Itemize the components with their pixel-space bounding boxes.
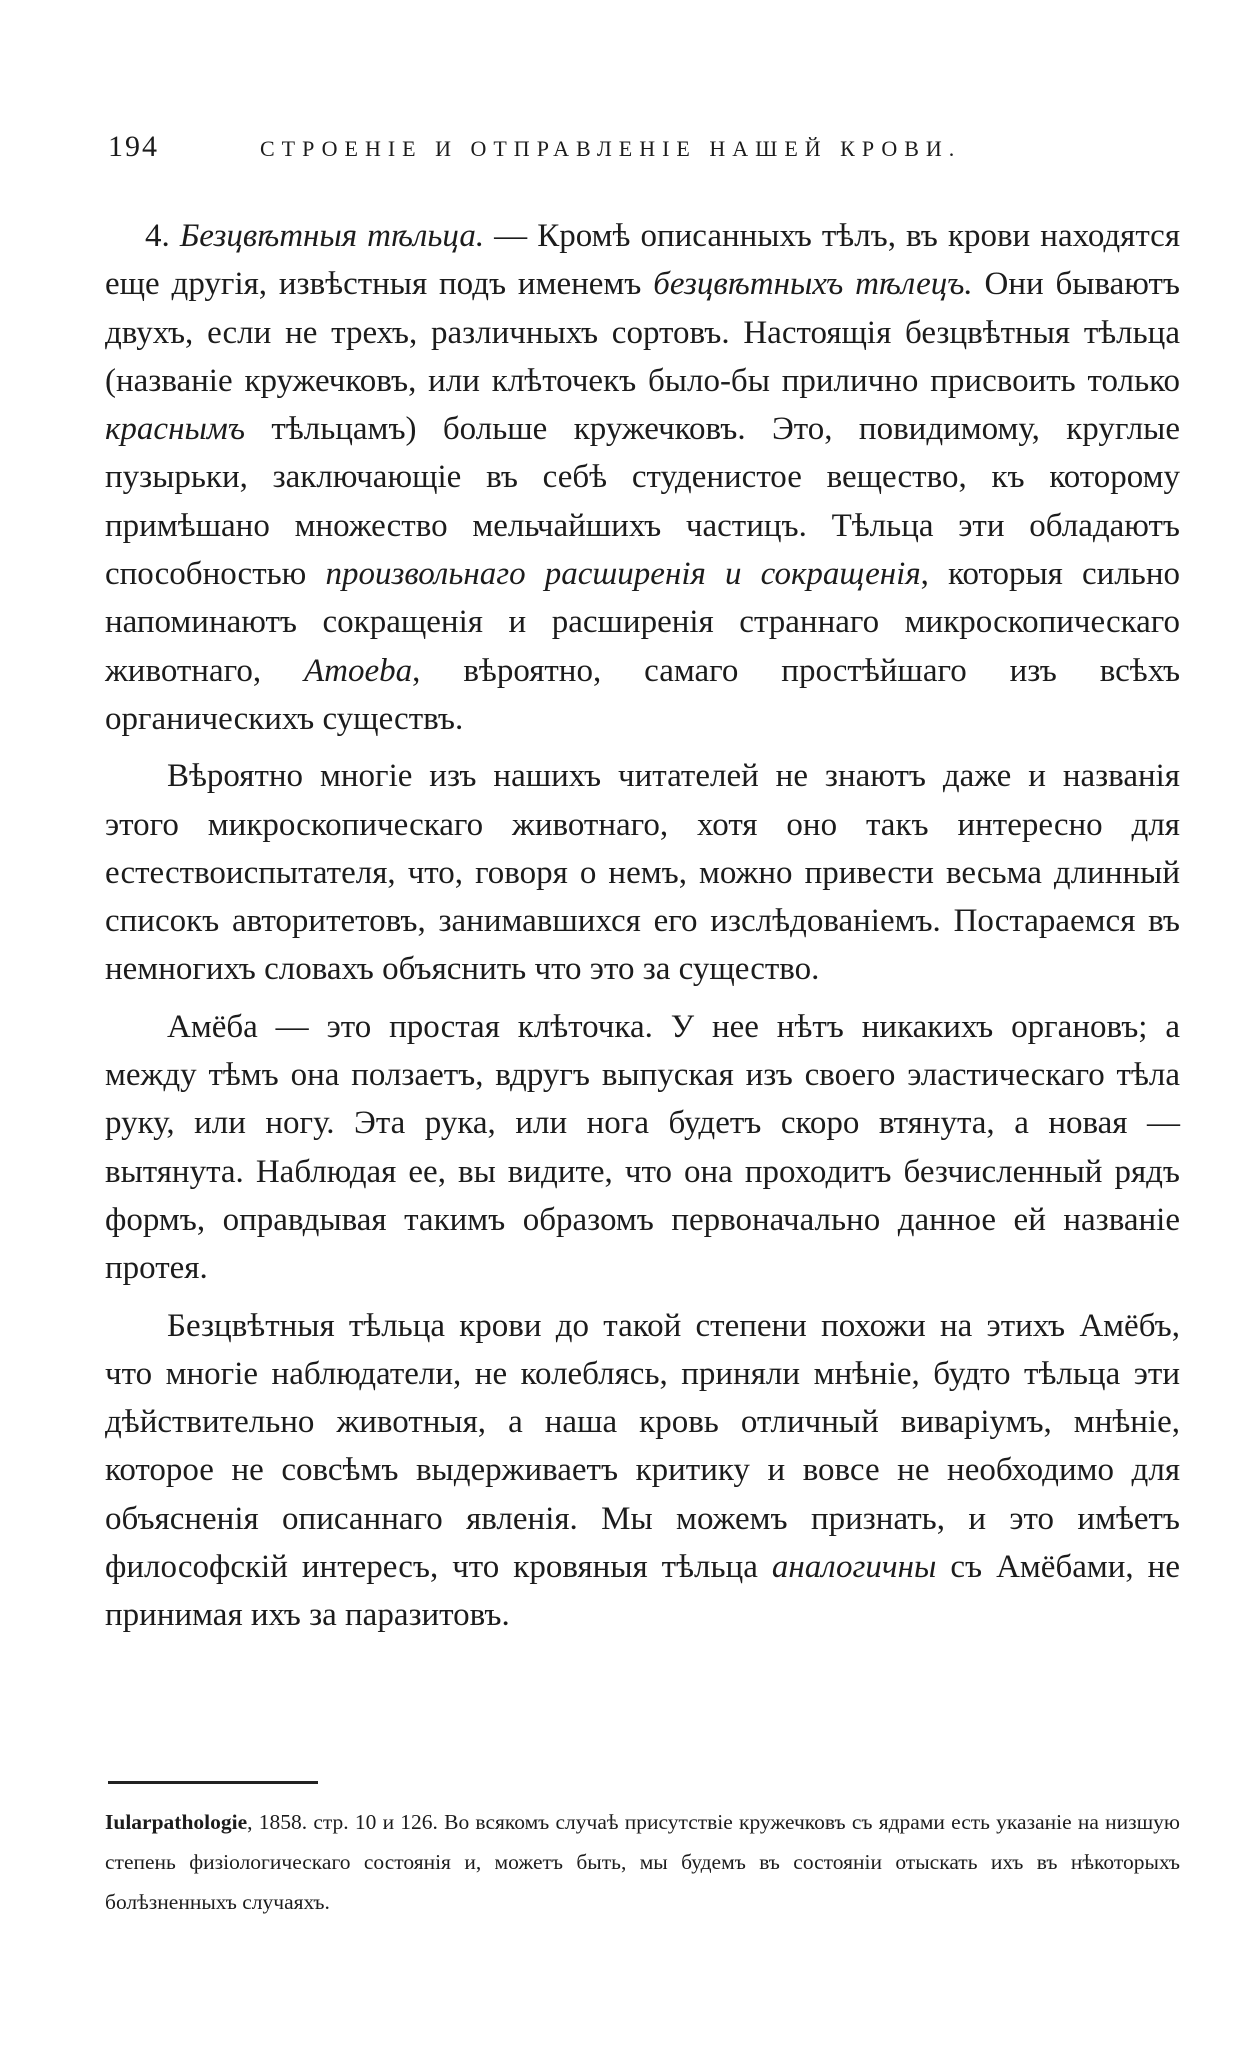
- text-run: , которыя сильно напоминаютъ сокращенія и расширенія страннаго микроскопическаго животнаго,: [105, 556, 1180, 689]
- page-number: 194: [108, 130, 159, 163]
- text-run: тѣльцамъ) больше кружечковъ. Это, повидимому, круглые пузырьки, заключающіе въ себѣ студенистое вещество, къ которому примѣшано множество мельчайшихъ частицъ. Тѣльца эти обладаютъ способностью: [105, 411, 1180, 593]
- italic-run: краснымъ: [105, 411, 245, 448]
- text-run: Безцвѣтныя тѣльца крови до такой степени похожи на этихъ Амёбъ, что многіе наблюдатели, не колеблясь, приняли мнѣніе, будто тѣльца эти дѣйствительно животныя, а наша кровь отличный виваріумъ, мнѣніе, которое не совсѣмъ выдерживаетъ критику и вовсе не необходимо для объясненія описаннаго явленія. Мы можемъ признать, и это имѣетъ философскій интересъ, что кровяныя тѣльца: [105, 1307, 1180, 1586]
- text-run: , вѣроятно, самаго простѣйшаго изъ всѣхъ органическихъ существъ.: [105, 652, 1181, 737]
- footnote-source: Iularpathologie: [105, 1810, 248, 1834]
- body-text: [105, 212, 1180, 1649]
- footnote-divider: [108, 1781, 318, 1784]
- italic-run: Безцвѣтныя тѣльца.: [179, 218, 485, 254]
- italic-run: аналогичны: [771, 1549, 937, 1586]
- running-title: СТРОЕНІЕ И ОТПРАВЛЕНІЕ НАШЕЙ КРОВИ.: [260, 136, 962, 161]
- text-run: Амёба — это простая клѣточка. У нее нѣтъ никакихъ органовъ; а между тѣмъ она ползаетъ, вдругъ выпуская изъ своего эластическаго тѣла руку, или ногу. Эта рука, или нога будетъ скоро втянута, а новая — вытянута. Наблюдая ее, вы видите, что она проходитъ безчисленный рядъ формъ, оправдывая такимъ образомъ первоначально данное ей названіе протея.: [105, 1008, 1180, 1287]
- footnote-text: , 1858. стр. 10 и 126. Во всякомъ случаѣ присутствіе кружечковъ съ ядрами есть указаніе на низшую степень физіологическаго состоянія и, можетъ быть, мы будемъ въ состояніи отыскать ихъ въ нѣкоторыхъ болѣзненныхъ случаяхъ.: [105, 1810, 1180, 1914]
- italic-run: произвольнаго расширенія и сокращенія: [325, 556, 921, 593]
- italic-run: безцвѣтныхъ тѣлецъ.: [653, 266, 973, 303]
- paragraph: [105, 1003, 1180, 1293]
- paragraph: [105, 212, 1180, 743]
- text-run: — Кромѣ описанныхъ тѣлъ, въ крови находятся еще другія, извѣстныя подъ именемъ: [105, 218, 1181, 303]
- italic-run: Amoeba: [304, 652, 413, 689]
- text-run: 4.: [145, 218, 180, 254]
- page-header: [108, 126, 1178, 176]
- text-run: съ Амёбами, не принимая ихъ за паразитовъ.: [105, 1549, 1180, 1634]
- paragraph: [105, 1302, 1180, 1640]
- text-run: Они бываютъ двухъ, если не трехъ, различныхъ сортовъ. Настоящія безцвѣтныя тѣльца (названіе кружечковъ, или клѣточекъ было-бы прилично присвоить только: [105, 266, 1180, 399]
- footnote: [105, 1802, 1180, 1922]
- text-run: Вѣроятно многіе изъ нашихъ читателей не знаютъ даже и названія этого микроскопическаго животнаго, хотя оно такъ интересно для естествоиспытателя, что, говоря о немъ, можно привести весьма длинный списокъ авторитетовъ, занимавшихся его изслѣдованіемъ. Постараемся въ немногихъ словахъ объяснить что это за существо.: [105, 758, 1180, 988]
- paragraph: [105, 752, 1180, 993]
